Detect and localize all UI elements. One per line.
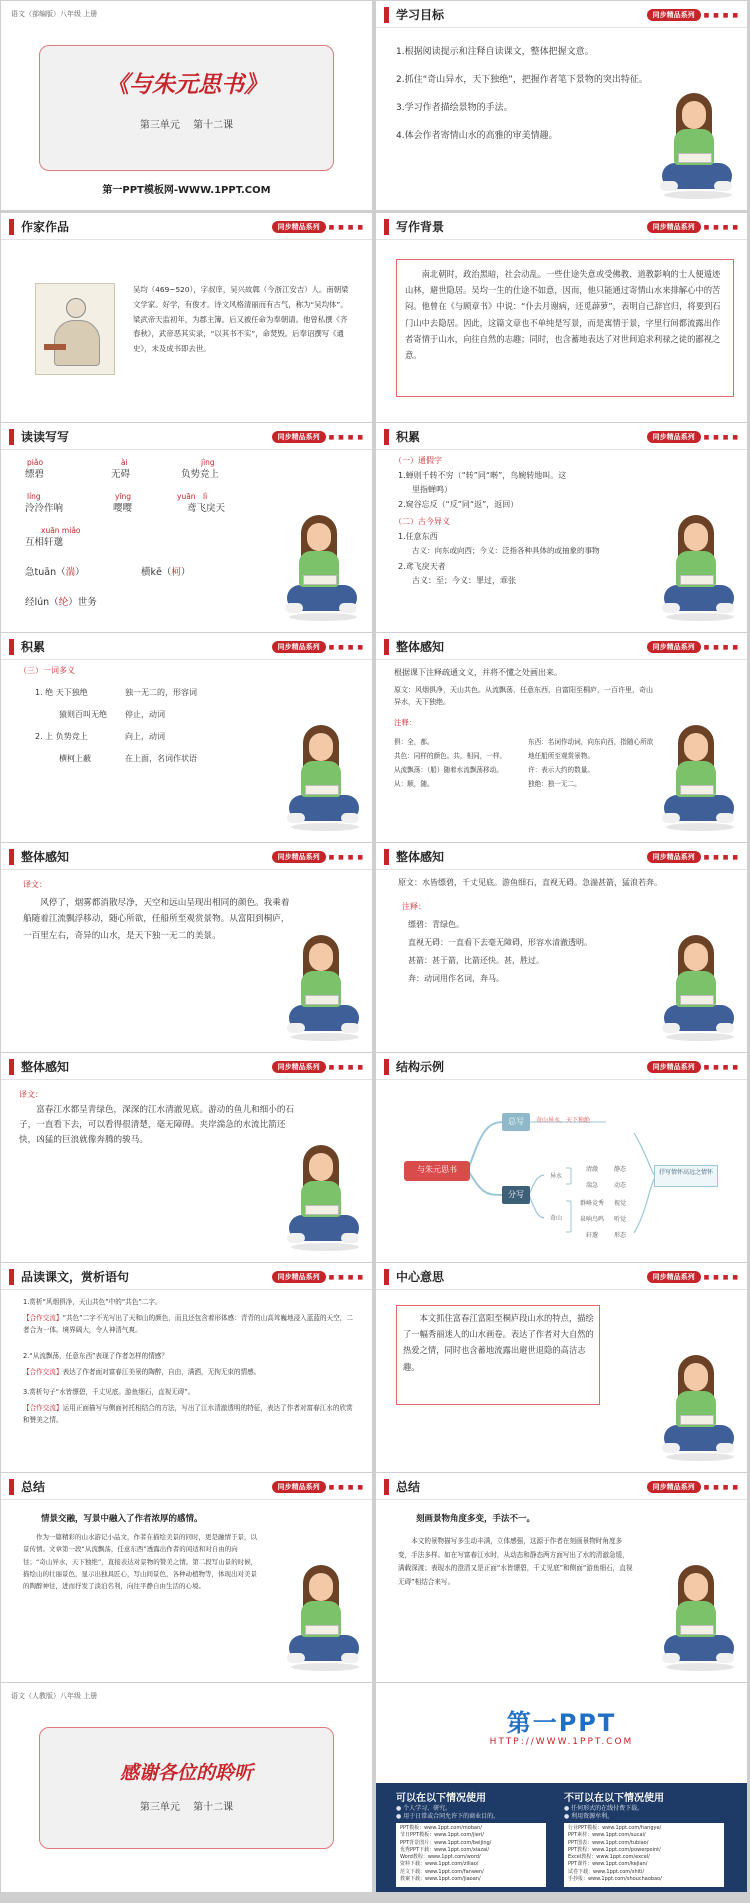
- leaf-item: 视觉: [614, 1200, 627, 1207]
- series-badge: 同步精品系列 ■ ■ ■ ■: [272, 1061, 364, 1073]
- slide-heading: 整体感知: [396, 640, 445, 654]
- girl-illustration: [285, 1565, 363, 1675]
- translation-label: 译文：: [23, 880, 47, 889]
- notes-label: 注释：: [402, 902, 426, 911]
- thanks-subtitle: 第三单元 第十二课: [139, 1802, 234, 1813]
- slide-summary-2: [376, 1473, 747, 1682]
- forbidden-item: ● 任何形式的在线付费下载。: [564, 1805, 644, 1812]
- slide-heading: 总结: [21, 1480, 46, 1494]
- answer-2: 【合作交流】表达了作者面对富春江美景的陶醉，自由，满洒，无拘无束的情感。: [23, 1368, 261, 1376]
- word: 无碍: [111, 469, 131, 480]
- item-meaning: 停止，动词: [125, 710, 165, 719]
- slide-heading: 学习目标: [396, 8, 445, 22]
- grade-label: 语文（人教版）八年级 上册: [11, 1692, 98, 1700]
- background-box: [396, 259, 734, 397]
- leaf-item: 动态: [614, 1182, 627, 1189]
- question-1: 1.赏析“风烟俱净，天山共色”中的“共色”二字。: [23, 1298, 162, 1306]
- detail-node: 分写: [502, 1186, 530, 1204]
- slide-heading: 整体感知: [21, 850, 70, 864]
- translation-text: 风停了，烟雾都消散尽净，天空和远山呈现出相同的颜色。我乘着船随着江流飘浮移动，随心所欲，任船所至观赏景物。从富阳到桐庐，一百里左右，奇异的山水，是天下独一无二的美景。: [23, 898, 290, 941]
- leaf-item: 形态: [614, 1232, 627, 1239]
- objective-1: 1.根据阅读提示和注释自读课文，整体把握文意。: [396, 47, 594, 57]
- slide-heading: 整体感知: [21, 1060, 70, 1074]
- slide-heading: 中心意思: [396, 1270, 445, 1284]
- resource-link[interactable]: PPT课件：www.1ppt.com/kejian/: [568, 1861, 648, 1868]
- resource-link[interactable]: PPT图表：www.1ppt.com/tubiao/: [568, 1839, 649, 1846]
- series-badge: 同步精品系列 ■ ■ ■ ■: [647, 9, 739, 21]
- author-portrait: [35, 283, 115, 375]
- author-bio: 吴均（469~520），字叔庠，吴兴故鄣（今浙江安吉）人。南朝梁文学家。好学，有俊才。诗文风格清丽而有古气，称为“吴均体”。梁武帝天监初年，为郡主簿。后又被任命为奉朝请。他曾私撰《齐春秋》，武帝恶其实录，“以其书不实”，命焚毁。后奉诏撰写《通史》，未及成书即去世。: [133, 285, 349, 354]
- char-line-2: 横kē（柯）: [141, 567, 191, 578]
- objective-2: 2.抓住“奇山异水，天下独绝”，把握作者笔下景物的突出特征。: [396, 75, 648, 85]
- notes-label: 注释：: [394, 718, 417, 727]
- item-word: 猿则百叫无绝: [59, 710, 107, 719]
- question-3: 3.赏析句子“水皆缥碧，千丈见底。游鱼细石，直视无碍”。: [23, 1388, 195, 1396]
- summary-head: 情景交融，写景中融入了作者浓厚的感情。: [41, 1514, 203, 1524]
- series-badge: 同步精品系列 ■ ■ ■ ■: [272, 1481, 364, 1493]
- original-text: 原文：风烟俱净，天山共色。从流飘荡，任意东西，自富阳至桐庐，一百许里，奇山异水，天下独绝。: [394, 686, 653, 706]
- note: 地任船所至观赏景物。: [528, 752, 594, 760]
- slide-heading: 品读课文，赏析语句: [21, 1270, 130, 1284]
- original-text: 原文：水皆缥碧，千丈见底。游鱼细石，直视无碍。急湍甚箭，猛浪若奔。: [398, 878, 662, 887]
- series-badge: 同步精品系列 ■ ■ ■ ■: [647, 221, 739, 233]
- note: 从流飘荡：（船）随着水流飘荡移动。: [394, 766, 503, 774]
- summary-head: 刻画景物角度多变，手法不一。: [416, 1514, 536, 1524]
- word: 嘤嘤: [113, 503, 133, 514]
- pinyin: líng: [27, 492, 41, 501]
- char-line-1: 急tuān（湍）: [25, 567, 85, 578]
- leaf-item: 泉响鸟鸣: [580, 1216, 605, 1223]
- slide-accumulation-2: [1, 633, 372, 842]
- item-meaning: 向上，动词: [125, 732, 165, 741]
- leaf-item: 湍急: [586, 1182, 599, 1189]
- allowed-item: ● 用于日常或合同允许下的商业目的。: [396, 1813, 500, 1820]
- series-badge: 同步精品系列 ■ ■ ■ ■: [647, 851, 739, 863]
- note: 共色：同样的颜色。共，相同，一样。: [394, 752, 507, 760]
- note: 独绝：独一无二。: [528, 780, 581, 788]
- general-node: 总写: [502, 1113, 530, 1131]
- leaf-item: 清澈: [586, 1166, 599, 1173]
- lesson-subtitle: 第三单元 第十二课: [139, 120, 234, 131]
- center-node: 与朱元思书: [404, 1161, 470, 1181]
- license-panel: [376, 1783, 747, 1892]
- item-line: 1.任意东西: [398, 532, 438, 541]
- translation-label: 译文：: [19, 1090, 43, 1099]
- note: 东西：名词作动词，向东向西，指随心所欲: [528, 738, 654, 746]
- leaf-item: 轩邈: [586, 1232, 599, 1239]
- note: 直视无碍：一直看下去毫无障碍，形容水清澈透明。: [408, 938, 592, 947]
- item-word: 2. 上 负势竞上: [35, 732, 88, 741]
- slide-objectives: [376, 1, 747, 210]
- slide-overview-2: [1, 843, 372, 1052]
- girl-illustration: [660, 935, 738, 1045]
- slide-heading: 写作背景: [396, 220, 445, 234]
- section-heading: （一）通假字: [394, 456, 442, 465]
- resource-link[interactable]: 资料下载：www.1ppt.com/ziliao/: [400, 1861, 479, 1868]
- resource-link[interactable]: PPT模板：www.1ppt.com/moban/: [400, 1825, 482, 1831]
- note: 奔：动词用作名词，奔马。: [408, 974, 504, 983]
- resource-link[interactable]: 范文下载：www.1ppt.com/fanwen/: [400, 1868, 484, 1875]
- series-badge: 同步精品系列 ■ ■ ■ ■: [647, 1061, 739, 1073]
- links-right: [564, 1823, 724, 1887]
- thanks-card: [39, 1727, 334, 1849]
- lesson-title: 《与朱元思书》: [106, 72, 267, 98]
- thanks-title: 感谢各位的聆听: [119, 1762, 253, 1784]
- girl-illustration: [660, 1355, 738, 1465]
- item-line: 古义：向东或向西；今义：泛指各种具体的或抽象的事物: [412, 546, 600, 555]
- allowed-item: ● 个人学习、研究。: [396, 1805, 452, 1812]
- pinyin: jìng: [201, 458, 215, 467]
- brand-logo: 第一PPT: [506, 1709, 617, 1737]
- branch-water: 异水: [550, 1173, 563, 1180]
- girl-illustration: [285, 725, 363, 835]
- girl-illustration: [283, 515, 361, 625]
- pinyin: yuān lì: [177, 492, 208, 501]
- girl-illustration: [660, 1565, 738, 1675]
- slide-main-idea: [376, 1263, 747, 1472]
- slide-appreciation: [1, 1263, 372, 1472]
- note: 甚箭：甚于箭，比箭还快。甚，胜过。: [408, 956, 544, 965]
- word: 泠泠作响: [25, 503, 64, 514]
- emotion-node: 抒写情怀高远之情怀: [654, 1165, 718, 1187]
- series-badge: 同步精品系列 ■ ■ ■ ■: [647, 1481, 739, 1493]
- slide-heading: 总结: [396, 1480, 421, 1494]
- char-line-3: 经lún（纶）世务: [25, 597, 97, 608]
- slide-overview-3: [376, 843, 747, 1052]
- slide-heading: 积累: [396, 430, 421, 444]
- item-meaning: 独一无二的，形容词: [125, 688, 197, 697]
- series-badge: 同步精品系列 ■ ■ ■ ■: [272, 1271, 364, 1283]
- general-summary: 奇山异水，天下独绝: [536, 1117, 591, 1124]
- main-idea-text: 本文抓住富春江富阳至桐庐段山水的特点，描绘了一幅秀丽迷人的山水画卷。表达了作者对大自然的热爱之情，同时也含蓄地流露出避世退隐的高洁志趣。: [403, 1313, 594, 1372]
- section-heading: （三）一词多义: [19, 666, 75, 675]
- note: 俱：全，都。: [394, 738, 434, 746]
- series-badge: 同步精品系列 ■ ■ ■ ■: [272, 221, 364, 233]
- leaf-item: 听觉: [614, 1216, 627, 1223]
- series-badge: 同步精品系列 ■ ■ ■ ■: [272, 431, 364, 443]
- resource-link[interactable]: Word教程：www.1ppt.com/word/: [400, 1854, 481, 1860]
- resource-link[interactable]: 试卷下载：www.1ppt.com/shiti/: [568, 1868, 645, 1875]
- slide-heading: 整体感知: [396, 850, 445, 864]
- word: 互相轩邈: [25, 537, 64, 548]
- pinyin: xuān miǎo: [41, 526, 81, 535]
- slide-license: [376, 1683, 747, 1892]
- forbidden-heading: 不可以在以下情况使用: [564, 1793, 664, 1804]
- word: 鸢飞戾天: [187, 503, 226, 514]
- note: 从：顺，随。: [394, 780, 434, 788]
- girl-illustration: [285, 1145, 363, 1255]
- objective-4: 4.体会作者寄情山水的高雅的审美情趣。: [396, 131, 558, 141]
- item-line: 2.窥谷忘反（“反”同“返”，返回）: [398, 500, 519, 509]
- resource-link[interactable]: 优秀PPT下载：www.1ppt.com/xiazai/: [400, 1846, 490, 1853]
- slide-heading: 结构示例: [396, 1060, 445, 1074]
- series-badge: 同步精品系列 ■ ■ ■ ■: [272, 641, 364, 653]
- resource-link[interactable]: PPT教程：www.1ppt.com/powerpoint/: [568, 1846, 661, 1853]
- girl-illustration: [285, 935, 363, 1045]
- summary-text: 本文的景物描写多生动丰满，立体感强，这源于作者在刻画景物时角度多变，手法多样。如在写富春江水时，从动态和静态两方面写出了水的清澈急缓，满载深渡；表现水的澄清又是正面“水皆缥碧，千丈见底”和侧面“游鱼细石，直视无碍”相结合来写。: [398, 1537, 633, 1586]
- item-meaning: 在上面，名词作状语: [125, 754, 197, 763]
- leaf-item: 群峰竞秀: [580, 1200, 605, 1207]
- branch-mountain: 奇山: [550, 1215, 563, 1222]
- item-word: 横柯上蔽: [59, 754, 91, 763]
- item-line: 1.蝉则千转不穷（“转”同“啭”，鸟婉转地叫。这: [398, 471, 567, 480]
- slide-heading: 读读写写: [21, 430, 70, 444]
- item-line: 里指蝉鸣）: [412, 485, 452, 494]
- resource-link[interactable]: 节日PPT模板：www.1ppt.com/jieri/: [400, 1832, 484, 1839]
- resource-link[interactable]: 教案下载：www.1ppt.com/jiaoan/: [400, 1875, 481, 1882]
- girl-illustration: [660, 725, 738, 835]
- series-badge: 同步精品系列 ■ ■ ■ ■: [272, 851, 364, 863]
- girl-illustration: [658, 93, 736, 203]
- leaf-item: 静态: [614, 1166, 627, 1173]
- note: 缥碧：青绿色。: [408, 920, 464, 929]
- instruction: 根据课下注释疏通文义，并将不懂之处画出来。: [394, 668, 562, 677]
- question-2: 2.“从流飘荡，任意东西”表现了作者怎样的情感？: [23, 1352, 168, 1360]
- series-badge: 同步精品系列 ■ ■ ■ ■: [647, 1271, 739, 1283]
- item-line: 2.鸢飞戾天者: [398, 562, 446, 571]
- answer-1: 【合作交流】“共色”二字不光写出了天和山的颜色，而且还包含着形体感：青青的山高耸巍地浸入蓝蓝的天空，二者合为一体。境界阔大，令人神清气爽。: [23, 1314, 353, 1334]
- resource-link[interactable]: 行业PPT模板：www.1ppt.com/hangye/: [568, 1825, 662, 1831]
- slide-thanks: [1, 1683, 372, 1892]
- word: 缥碧: [25, 469, 45, 480]
- pinyin: ài: [121, 458, 128, 467]
- translation-text: 富春江水都呈青绿色，深深的江水清澈见底。游动的鱼儿和细小的石子，一直看下去，可以看得很清楚，毫无障碍。夹岸湍急的水流比箭还快，凶猛的巨浪就像奔腾的骏马。: [19, 1105, 295, 1146]
- objective-3: 3.学习作者描绘景物的手法。: [396, 103, 513, 113]
- girl-illustration: [660, 515, 738, 625]
- title-card: [39, 45, 334, 171]
- slide-author: [1, 213, 372, 422]
- main-idea-box: [396, 1305, 600, 1405]
- pinyin: yīng: [115, 492, 132, 501]
- slide-summary-1: [1, 1473, 372, 1682]
- series-badge: 同步精品系列 ■ ■ ■ ■: [647, 431, 739, 443]
- grade-label: 语文（部编版）八年级 上册: [11, 10, 98, 18]
- slide-vocab: [1, 423, 372, 632]
- slide-overview-4: [1, 1053, 372, 1262]
- slide-accumulation-1: [376, 423, 747, 632]
- item-word: 1. 绝 天下独绝: [35, 688, 88, 697]
- answer-3: 【合作交流】运用正面描写与侧面衬托相结合的方法，写出了江水清澈透明的特征，表达了作者对富春江水的欣赏和赞美之情。: [23, 1404, 353, 1424]
- allowed-heading: 可以在以下情况使用: [396, 1793, 486, 1804]
- word: 负势竞上: [181, 469, 220, 480]
- brand-url: HTTP://WWW.1PPT.COM: [489, 1737, 634, 1747]
- slide-heading: 作家作品: [21, 220, 70, 234]
- resource-link[interactable]: Excel教程：www.1ppt.com/excel/: [568, 1854, 650, 1860]
- pinyin: piǎo: [27, 458, 44, 467]
- summary-text: 作为一篇精彩的山水游记小品文，作者在描绘美景的同时，更是融情于景，以景传情。文章第一段“从流飘荡，任意东西”透露出作者的闲适和对自由的向往；“奇山异水，天下独绝”，直接表达对景物的赞美之情。第二段写山景的时候，描绘山的壮丽景色，显示出独具匠心，写山间景色，各种动植物等，体现出对美景的陶醉神往，进而抒发了淡泊名利，向往平静自由生活的心境。: [23, 1533, 258, 1591]
- forbidden-item: ● 利用资源牟利。: [564, 1813, 614, 1820]
- slide-overview-1: [376, 633, 747, 842]
- slide-background: [376, 213, 747, 422]
- links-left: [396, 1823, 546, 1887]
- slide-title: [1, 1, 372, 210]
- site-footer: 第一PPT模板网-WWW.1PPT.COM: [102, 185, 271, 196]
- note: 许：表示大约的数量。: [528, 766, 594, 774]
- resource-link[interactable]: PPT素材：www.1ppt.com/sucai/: [568, 1832, 646, 1839]
- background-text: 南北朝时，政治黑暗，社会动乱。一些仕途失意或受佛教、道教影响的士人便遁迹山林，避世隐居。吴均一生的仕途不如意，因而，他只能通过寄情山水来排解心中的苦闷。他曾在《与顾章书》中说：“仆去月谢病，还觅薜萝”，表明自己辞官归，将要到石门山中去隐居。因此，这篇文章也不单纯是写景，而是寓情于景，字里行间都流露出作者寄情于山水，向往自然的志趣；同时，也含蓄地表达了对世间追求利禄之徒的鄙视之意。: [405, 269, 721, 360]
- slide-structure: [376, 1053, 747, 1262]
- resource-link[interactable]: 手抄报：www.1ppt.com/shouchaobao/: [568, 1875, 662, 1882]
- section-heading: （二）古今异义: [394, 517, 450, 526]
- item-line: 古义：至；今义：罪过，乖张: [412, 576, 516, 585]
- series-badge: 同步精品系列 ■ ■ ■ ■: [647, 641, 739, 653]
- structure-connectors: [376, 1053, 747, 1262]
- resource-link[interactable]: PPT背景图片：www.1ppt.com/beijing/: [400, 1839, 492, 1846]
- slide-heading: 积累: [21, 640, 46, 654]
